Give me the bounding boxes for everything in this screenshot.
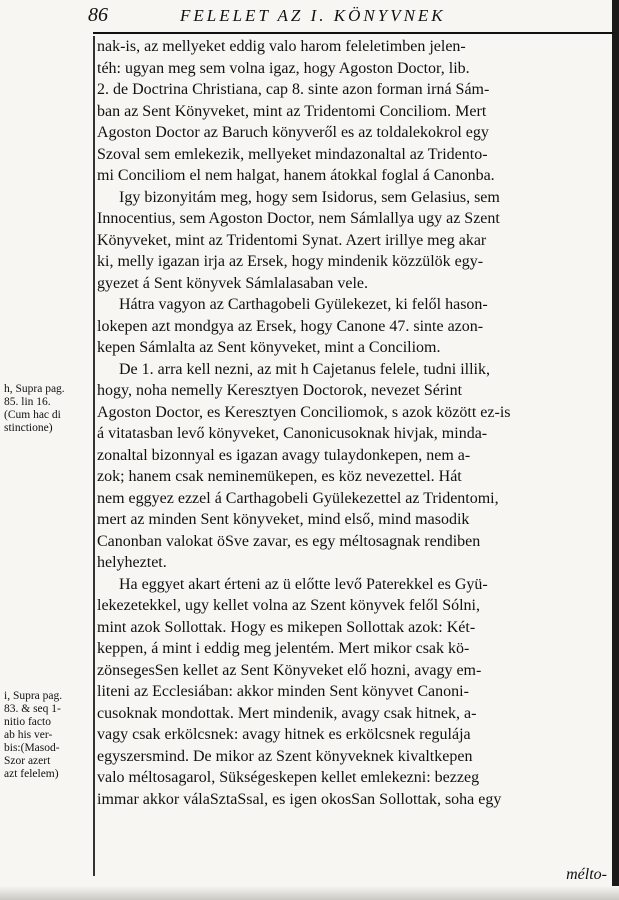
side-note-line: Szor azert — [4, 755, 51, 767]
text-line: ki, melly igazan irja az Ersek, hogy mindenik közzülök egy- — [97, 253, 484, 270]
running-head: FELELET AZ I. KÖNYVNEK — [180, 6, 446, 25]
side-note-line: 83. & seq 1- — [4, 703, 61, 715]
side-note-line: ab his ver- — [4, 729, 53, 741]
side-note-line: h, Supra pag. — [4, 383, 65, 395]
text-line: Innocentius, sem Agoston Doctor, nem Sámlallya ugy az Szent — [97, 210, 500, 227]
side-note — [4, 690, 88, 781]
page-edge-shadow — [612, 0, 619, 900]
text-line: kepen Sámlalta az Sent könyveket, mint a Conciliom. — [97, 339, 441, 356]
text-line: Canonban valokat öSve zavar, es egy méltosagnak rendiben — [97, 532, 481, 550]
text-line: lokepen azt mondgya az Ersek, hogy Canone 47. sinte azon- — [97, 317, 484, 335]
side-note-line: bis:(Masod- — [4, 742, 60, 754]
catchword: mélto- — [566, 866, 607, 883]
text-line: Ha eggyet akart érteni az ü előtte levő Paterekkel es Gyü- — [119, 575, 488, 593]
text-line: Igy bizonyitám meg, hogy sem Isidorus, sem Gelasius, sem — [119, 188, 500, 206]
text-line: ban az Sent Könyveket, mint az Tridentomi Conciliom. Mert — [97, 102, 487, 120]
text-line: Szoval sem emlekezik, mellyeket mindazonaltal az Tridento- — [97, 145, 488, 163]
text-line: mi Conciliom el nem halgat, hanem átokkal foglal á Canonba. — [97, 167, 495, 184]
text-line: cusoknak mondottak. Mert mindenik, avagy csak hitnek, a- — [97, 704, 477, 722]
text-line: immar akkor válaSztaSsal, es igen okosSan Sollottak, soha egy — [97, 790, 502, 808]
side-note — [4, 383, 88, 435]
margin-rule — [93, 36, 95, 876]
text-line: nak-is, az mellyeket eddig valo harom feleletimben jelen- — [97, 38, 466, 55]
text-line: zönsegesSen kellet az Sent Könyveket elő hozni, avagy em- — [97, 661, 482, 679]
text-line: mint azok Sollottak. Hogy es mikepen Sollottak azok: Két- — [97, 618, 476, 636]
side-note-line: nitio facto — [4, 716, 51, 728]
side-note-line: i, Supra pag. — [4, 690, 63, 702]
text-line: gyezet á Sent könyvek Sámlalasaban vele. — [97, 274, 369, 292]
text-line: valo méltosagarol, Sükségeskepen kellet emlekezni: bezzeg — [97, 769, 480, 786]
text-line: Agoston Doctor az Baruch könyveről es az toldalekokrol egy — [97, 124, 489, 141]
header-rule — [93, 32, 614, 34]
body-text — [97, 36, 611, 810]
text-line: Könyveket, mint az Tridentomi Synat. Azert irillye meg akar — [97, 231, 487, 249]
text-line: liteni az Ecclesiában: akkor minden Sent könyvet Canoni- — [97, 683, 469, 700]
side-note-line: stinctione) — [4, 422, 53, 434]
text-line: Agoston Doctor, es Keresztyen Conciliomok, s azok között ez-is — [97, 403, 511, 421]
text-line: á vitatasban levő könyveket, Canonicusoknak hivjak, minda- — [97, 425, 488, 442]
side-note-line: azt felelem) — [4, 768, 59, 780]
text-line: Hátra vagyon az Carthagobeli Gyülekezet, ki felől hason- — [119, 296, 488, 313]
page-bottom-shadow — [0, 886, 619, 900]
text-line: zonaltal bizonnyal es igazan avagy tulaydonkepen, nem a- — [97, 446, 471, 464]
text-line: keppen, á mint i eddig meg jelentém. Mert mikor csak kö- — [97, 640, 470, 657]
text-line: mert az minden Sent könyveket, mind első, mind masodik — [97, 511, 470, 528]
side-note-line: (Cum hac di — [4, 409, 61, 421]
text-line: 2. de Doctrina Christiana, cap 8. sinte azon forman irná Sám- — [97, 81, 490, 98]
text-line: De 1. arra kell nezni, az mit h Cajetanus felele, tudni illik, — [119, 360, 490, 378]
text-line: téh: ugyan meg sem volna igaz, hogy Agoston Doctor, lib. — [97, 59, 470, 77]
text-line: lekezetekkel, ugy kellet volna az Szent könyvek felől Sólni, — [97, 597, 480, 614]
text-line: nem eggyez ezzel á Carthagobeli Gyülekezettel az Tridentomi, — [97, 489, 499, 507]
page-number: 86 — [88, 4, 108, 26]
text-line: egyszersmind. De mikor az Szent könyveknek kivaltkepen — [97, 747, 473, 765]
text-line: helyheztet. — [97, 554, 167, 571]
text-line: vagy csak erkölcsnek: avagy hitnek es erkölcsnek regulája — [97, 726, 471, 743]
text-line: zok; hanem csak neminemükepen, es köz nevezettel. Hát — [97, 468, 462, 485]
text-line: hogy, noha nemelly Keresztyen Doctorok, nevezet Sérint — [97, 382, 463, 399]
side-note-line: 85. lin 16. — [4, 396, 51, 408]
